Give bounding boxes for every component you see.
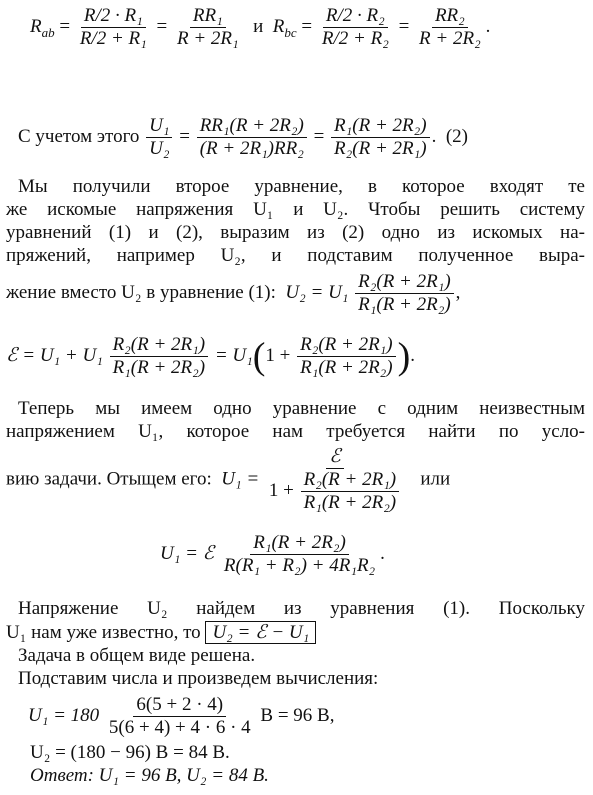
calculation-u1: U₁ = 180 $\frac{6(5 + 2 \cdot 4)}{5(6 + 4) + 4 \cdot 6 \cdot 4}$ В = 96 В, (28, 694, 335, 738)
fraction: $\frac{\text{R₂(R + 2R₁)}}{\text{R₁(R + 2R₂)}}$ (110, 335, 209, 378)
paragraph-line: Мы получили второе уравнение, в которое входят те (18, 176, 585, 197)
equation-number: (2) (445, 125, 468, 147)
boxed-result: U₂ = ℰ − U₁ (205, 621, 316, 644)
equation-rab-rbc: $R_{ab}$ = $\frac{\text{R/2 · R₁}}{\text{R/2 + R₁}}$ = $\frac{\text{RR₁}}{\text{R + 2R₁}}$ и $R_{bc}$ = $\frac{\text{R/2 · R₂}}{\text{R/2 + R₂}}$ = $\frac{\text{RR₂}}{\text{R + 2R₂}}$ . (30, 5, 491, 49)
equation-emf: ℰ = U₁ + U₁ $\frac{\text{R₂(R + 2R₁)}}{\text{R₁(R + 2R₂)}}$ = U₁(1 + $\frac{\text{R₂(R + 2R₁)}}{\text{R₁(R + 2R₂)}}$ ). (6, 334, 416, 378)
calculation-u2: U₂ = (180 − 96) В = 84 В. (30, 742, 230, 763)
paragraph-line: пряжений, например U₂, и подставим полученное выра- (6, 245, 585, 266)
fraction: $\frac{\text{U₁}}{\text{U₂}}$ (146, 116, 172, 159)
paragraph-line: Задача в общем виде решена. (18, 645, 256, 666)
fraction: $\frac{\text{R/2 · R₂}}{\text{R/2 + R₂}}$ (321, 5, 389, 49)
paragraph-line-with-formula: жение вместо U₂ в уравнение (1): U₂ = U₁ $\frac{\text{R₂(R + 2R₁)}}{\text{R₁(R + 2R₂)}}$ , (6, 271, 461, 315)
fraction: $\frac{\text{R₁(R + 2R₂)}}{\text{R₂(R + 2R₁)}}$ (331, 116, 430, 159)
paragraph-line: напряжением U₁, которое нам требуется найти по усло- (6, 421, 585, 442)
paragraph-line: же искомые напряжения U₁ и U₂. Чтобы решить систему (6, 199, 585, 220)
paragraph-line: Напряжение U₂ найдем из уравнения (1). Поскольку (18, 598, 585, 619)
fraction: $\frac{\text{R₂(R + 2R₁)}}{\text{R₁(R + 2R₂)}}$ (301, 470, 400, 513)
rbc-symbol: $R_{bc}$ (272, 15, 297, 40)
fraction: $\frac{6(5 + 2 \cdot 4)}{5(6 + 4) + 4 \cdot 6 \cdot 4}$ (108, 694, 251, 738)
fraction: $\frac{\text{R₂(R + 2R₁)}}{\text{R₁(R + 2R₂)}}$ (297, 335, 396, 378)
fraction: $\frac{\text{R/2 · R₁}}{\text{R/2 + R₁}}$ (79, 5, 147, 49)
fraction: $\frac{\text{RR₁(R + 2R₂)}}{\text{(R + 2R₁)RR₂}}$ (197, 116, 307, 159)
rab-symbol: $R_{ab}$ (30, 15, 55, 40)
conjunction: и (253, 15, 264, 37)
paragraph-line: Теперь мы имеем одно уравнение с одним неизвестным (18, 398, 585, 419)
fraction: $\frac{\text{R₁(R + 2R₂)}}{\text{R(R₁ + R₂) + 4R₁R₂}}$ (223, 532, 376, 576)
fraction: $\frac{\text{RR₂}}{\text{R + 2R₂}}$ (419, 5, 481, 49)
fraction: $\frac{\text{RR₁}}{\text{R + 2R₁}}$ (176, 5, 239, 49)
paragraph-line: уравнений (1) и (2), выразим из (2) одно из искомых на- (6, 222, 585, 243)
paragraph-line-with-formula: вию задачи. Отыщем его: U₁ = ℰ 1 + $\frac{\text{R₂(R + 2R₁)}}{\text{R₁(R + 2R₂)}}$ или (6, 446, 451, 513)
paragraph-line-with-boxed: U₁ нам уже известно, то U₂ = ℰ − U₁ (6, 622, 585, 645)
answer-line: Ответ: U₁ = 96 В, U₂ = 84 В. (30, 765, 269, 786)
fraction: $\frac{\text{R₂(R + 2R₁)}}{\text{R₁(R + 2R₂)}}$ (355, 272, 454, 315)
equation-u1: U₁ = ℰ $\frac{\text{R₁(R + 2R₂)}}{\text{R(R₁ + R₂) + 4R₁R₂}}$ . (160, 532, 385, 576)
paragraph-line: Подставим числа и произведем вычисления: (18, 668, 379, 689)
equation-ratio: С учетом этого $\frac{\text{U₁}}{\text{U₂}}$ = $\frac{\text{RR₁(R + 2R₂)}}{\text{(R + 2R₁)RR₂}}$ = $\frac{\text{R₁(R + 2R₂)}}{\text{R₂(R + 2R₁)}}$ . (2) (18, 115, 468, 159)
fraction: ℰ 1 + $\frac{\text{R₂(R + 2R₁)}}{\text{R₁(R + 2R₂)}}$ (266, 447, 404, 513)
